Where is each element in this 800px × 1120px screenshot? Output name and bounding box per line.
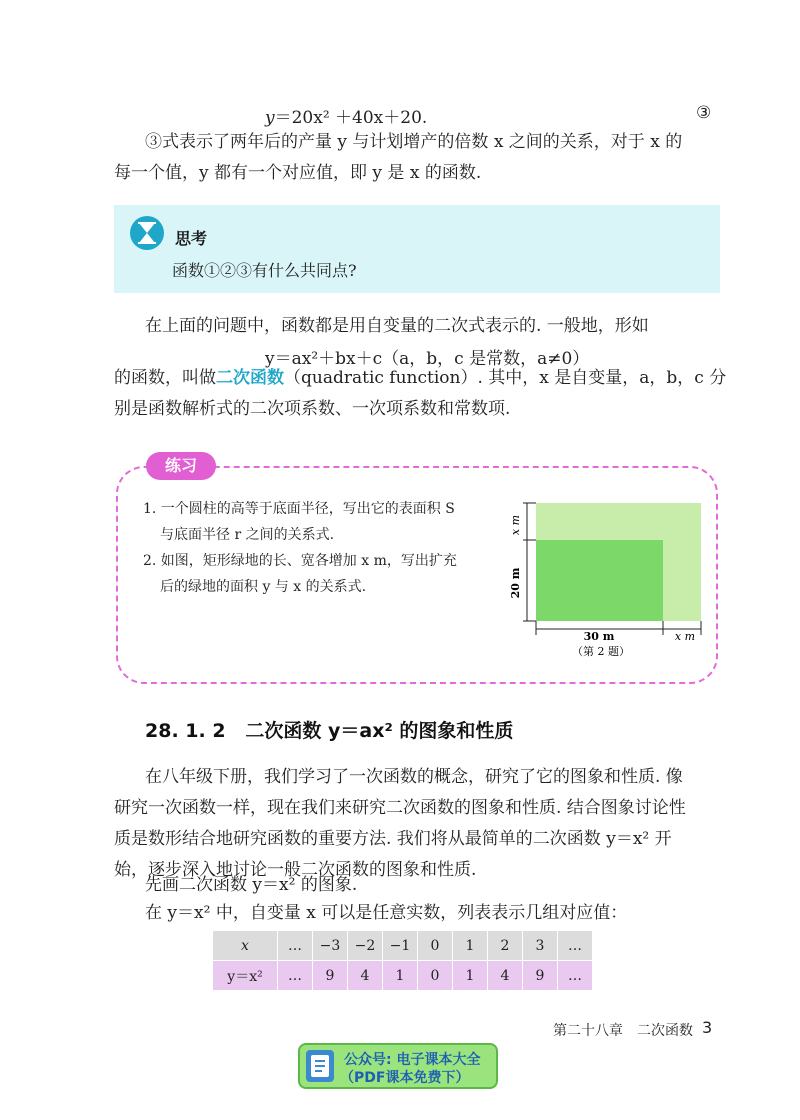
page-number: 3 [702,1018,713,1037]
original-field [536,540,663,621]
exercise-item-2-cont: 后的绿地的面积 y 与 x 的关系式. [160,579,367,595]
table-cell: … [278,931,313,961]
think-question: 函数①②③有什么共同点? [172,261,357,280]
exercise-item-1: 1. 一个圆柱的高等于底面半径，写出它的表面积 S [143,501,455,517]
table-cell: 1 [453,961,488,991]
watermark-badge [298,1043,498,1089]
paragraph-line: 每一个值，y 都有一个对应值，即 y 是 x 的函数. [114,163,482,183]
hourglass-icon [130,216,164,250]
table-cell: −3 [313,931,348,961]
label-x-top: x m [509,514,522,536]
paragraph-line: 始，逐步深入地讨论一般二次函数的图象和性质. [114,860,477,880]
equation-3: y＝20x² ＋40x＋20. [265,108,428,128]
table-cell: … [278,961,313,991]
table-row [213,931,593,961]
watermark-line-1: 公众号: 电子课本大全 [344,1052,481,1068]
table-cell: 1 [383,961,418,991]
table-cell: −1 [383,931,418,961]
table-cell: 4 [348,961,383,991]
table-cell: … [558,931,593,961]
think-title: 思考 [175,229,208,248]
value-table [212,930,593,991]
table-cell: −2 [348,931,383,961]
table-cell: 2 [488,931,523,961]
chapter-footer: 第二十八章 二次函数 [553,1023,693,1039]
watermark-line-2: （PDF课本免费下） [340,1070,470,1086]
label-height: 20 m [509,567,522,599]
table-cell: 0 [418,931,453,961]
quadratic-formula: y＝ax²＋bx＋c（a，b，c 是常数，a≠0） [265,349,590,369]
table-cell: 9 [523,961,558,991]
paragraph-line: 在 y＝x² 中，自变量 x 可以是任意实数，列表表示几组对应值： [145,903,628,923]
section-heading: 28. 1. 2 二次函数 y＝ax² 的图象和性质 [145,720,514,742]
table-cell: 1 [453,931,488,961]
paragraph-line: 在八年级下册，我们学习了一次函数的概念，研究了它的图象和性质. 像 [145,767,683,787]
table-cell: 0 [418,961,453,991]
label-x-right: x m [674,630,696,643]
paragraph-line: 在上面的问题中，函数都是用自变量的二次式表示的. 一般地，形如 [145,316,649,336]
exercise-item-1-cont: 与底面半径 r 之间的关系式. [160,527,335,543]
table-cell: 9 [313,961,348,991]
table-row [213,961,593,991]
table-cell: x [213,931,278,961]
paragraph-line: 的函数，叫做二次函数（quadratic function）. 其中，x 是自变量，a，b，c 分 [114,368,727,388]
label-width: 30 m [583,630,615,643]
paragraph-line: 研究一次函数一样，现在我们来研究二次函数的图象和性质. 结合图象讨论性 [114,798,686,818]
figure-caption: （第 2 题） [572,645,630,658]
equation-marker: ③ [696,103,712,123]
table-cell: 3 [523,931,558,961]
paragraph-line: 先画二次函数 y＝x² 的图象. [145,875,358,895]
green-field-figure [505,495,715,665]
exercise-item-2: 2. 如图，矩形绿地的长、宽各增加 x m，写出扩充 [143,553,457,569]
paragraph-line: ③式表示了两年后的产量 y 与计划增产的倍数 x 之间的关系，对于 x 的 [145,132,683,152]
paragraph-line: 质是数形结合地研究函数的重要方法. 我们将从最简单的二次函数 y＝x² 开 [114,829,672,849]
table-cell: … [558,961,593,991]
table-cell: 4 [488,961,523,991]
term-quadratic-function: 二次函数 [216,368,284,388]
paragraph-line: 别是函数解析式的二次项系数、一次项系数和常数项. [114,399,511,419]
table-cell: y＝x² [213,961,278,991]
exercise-tag: 练习 [146,452,216,480]
book-icon [306,1050,334,1082]
